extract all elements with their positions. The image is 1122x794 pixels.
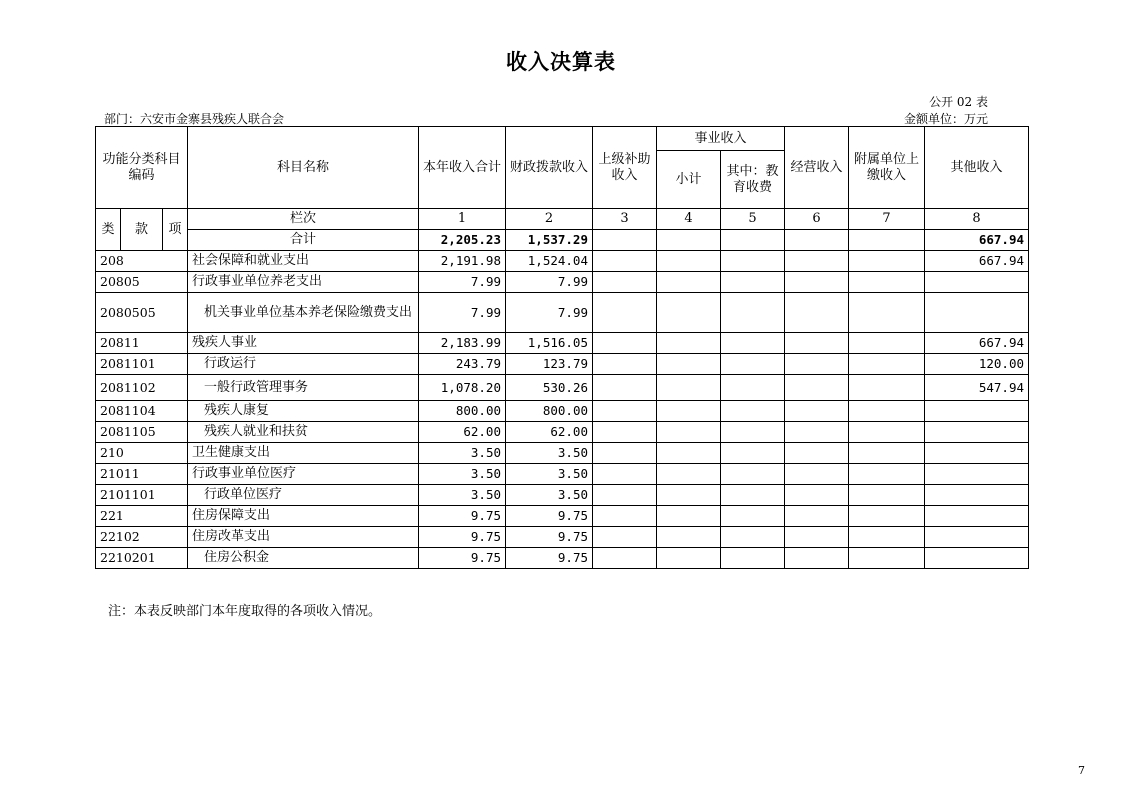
row-other (925, 506, 1029, 527)
header-other: 其他收入 (925, 127, 1029, 209)
table-row (96, 548, 1029, 569)
row-other (925, 272, 1029, 293)
row-code: 210 (96, 443, 188, 464)
income-table (95, 126, 1029, 569)
table-row (96, 401, 1029, 422)
total-fiscal: 1,537.29 (506, 230, 593, 251)
department-label: 部门：六安市金寨县残疾人联合会 (104, 112, 285, 126)
row-other: 667.94 (925, 333, 1029, 354)
row-fiscal: 9.75 (506, 506, 593, 527)
row-name: 残疾人事业 (188, 333, 419, 354)
header-total: 本年收入合计 (419, 127, 506, 209)
header-affiliated: 附属单位上缴收入 (849, 127, 925, 209)
row-name: 行政事业单位医疗 (188, 464, 419, 485)
table-row (96, 506, 1029, 527)
row-name: 残疾人康复 (188, 401, 419, 422)
row-fiscal: 1,516.05 (506, 333, 593, 354)
row-fiscal: 800.00 (506, 401, 593, 422)
total-label: 合计 (188, 230, 419, 251)
table-row (96, 293, 1029, 333)
row-name: 行政运行 (188, 354, 419, 375)
row-code: 2080505 (96, 293, 188, 333)
row-fiscal: 7.99 (506, 272, 593, 293)
form-number: 公开 02 表 (929, 95, 988, 109)
header-superior: 上级补助收入 (593, 127, 657, 209)
row-other (925, 548, 1029, 569)
amount-unit-label: 金额单位：万元 (903, 112, 988, 126)
row-name: 卫生健康支出 (188, 443, 419, 464)
row-name: 机关事业单位基本养老保险缴费支出 (188, 293, 419, 333)
row-code: 2101101 (96, 485, 188, 506)
row-fiscal: 123.79 (506, 354, 593, 375)
row-total: 62.00 (419, 422, 506, 443)
row-fiscal: 3.50 (506, 443, 593, 464)
table-note: 注：本表反映部门本年度取得的各项收入情况。 (108, 604, 382, 619)
row-code: 2081101 (96, 354, 188, 375)
page-title: 收入决算表 (506, 50, 616, 74)
row-fiscal: 9.75 (506, 527, 593, 548)
total-row (96, 230, 1029, 251)
total-amount: 2,205.23 (419, 230, 506, 251)
row-total: 800.00 (419, 401, 506, 422)
row-total: 3.50 (419, 443, 506, 464)
row-name: 住房公积金 (188, 548, 419, 569)
header-xiang: 项 (163, 209, 188, 251)
row-total: 3.50 (419, 485, 506, 506)
row-other (925, 422, 1029, 443)
col-num: 3 (593, 209, 657, 230)
header-kuan: 款 (121, 209, 163, 251)
row-name: 住房改革支出 (188, 527, 419, 548)
col-num: 5 (721, 209, 785, 230)
row-code: 2081104 (96, 401, 188, 422)
header-education: 其中：教育收费 (721, 151, 785, 209)
row-fiscal: 62.00 (506, 422, 593, 443)
row-total: 2,191.98 (419, 251, 506, 272)
table-row (96, 354, 1029, 375)
table-row (96, 464, 1029, 485)
row-code: 221 (96, 506, 188, 527)
row-other (925, 401, 1029, 422)
col-num: 8 (925, 209, 1029, 230)
header-business: 事业收入 (657, 127, 785, 151)
row-code: 20805 (96, 272, 188, 293)
table-row (96, 443, 1029, 464)
row-other (925, 485, 1029, 506)
row-fiscal: 7.99 (506, 293, 593, 333)
table-row (96, 251, 1029, 272)
col-num: 2 (506, 209, 593, 230)
row-other (925, 464, 1029, 485)
header-func-code: 功能分类科目编码 (96, 127, 188, 209)
row-name: 残疾人就业和扶贫 (188, 422, 419, 443)
page-number: 7 (1078, 764, 1085, 777)
row-code: 2081105 (96, 422, 188, 443)
row-name: 住房保障支出 (188, 506, 419, 527)
header-subject-name: 科目名称 (188, 127, 419, 209)
row-fiscal: 1,524.04 (506, 251, 593, 272)
row-total: 7.99 (419, 272, 506, 293)
row-other (925, 293, 1029, 333)
row-code: 20811 (96, 333, 188, 354)
row-total: 2,183.99 (419, 333, 506, 354)
row-total: 9.75 (419, 548, 506, 569)
row-fiscal: 9.75 (506, 548, 593, 569)
header-subtotal: 小计 (657, 151, 721, 209)
col-num: 4 (657, 209, 721, 230)
table-row (96, 485, 1029, 506)
row-code: 22102 (96, 527, 188, 548)
row-name: 一般行政管理事务 (188, 375, 419, 401)
total-other: 667.94 (925, 230, 1029, 251)
row-total: 3.50 (419, 464, 506, 485)
row-other (925, 527, 1029, 548)
row-other: 547.94 (925, 375, 1029, 401)
row-fiscal: 530.26 (506, 375, 593, 401)
row-total: 9.75 (419, 506, 506, 527)
row-name: 社会保障和就业支出 (188, 251, 419, 272)
header-lei: 类 (96, 209, 121, 251)
row-fiscal: 3.50 (506, 464, 593, 485)
row-name: 行政单位医疗 (188, 485, 419, 506)
row-other (925, 443, 1029, 464)
row-code: 2081102 (96, 375, 188, 401)
row-other: 120.00 (925, 354, 1029, 375)
row-name: 行政事业单位养老支出 (188, 272, 419, 293)
row-total: 9.75 (419, 527, 506, 548)
table-row (96, 375, 1029, 401)
table-row (96, 422, 1029, 443)
row-code: 2210201 (96, 548, 188, 569)
row-code: 208 (96, 251, 188, 272)
header-column-order: 栏次 (188, 209, 419, 230)
row-total: 7.99 (419, 293, 506, 333)
header-operating: 经营收入 (785, 127, 849, 209)
row-code: 21011 (96, 464, 188, 485)
table-row (96, 527, 1029, 548)
row-total: 243.79 (419, 354, 506, 375)
row-total: 1,078.20 (419, 375, 506, 401)
row-fiscal: 3.50 (506, 485, 593, 506)
col-num: 7 (849, 209, 925, 230)
table-row (96, 333, 1029, 354)
table-row (96, 272, 1029, 293)
header-fiscal: 财政拨款收入 (506, 127, 593, 209)
col-num: 1 (419, 209, 506, 230)
col-num: 6 (785, 209, 849, 230)
row-other: 667.94 (925, 251, 1029, 272)
